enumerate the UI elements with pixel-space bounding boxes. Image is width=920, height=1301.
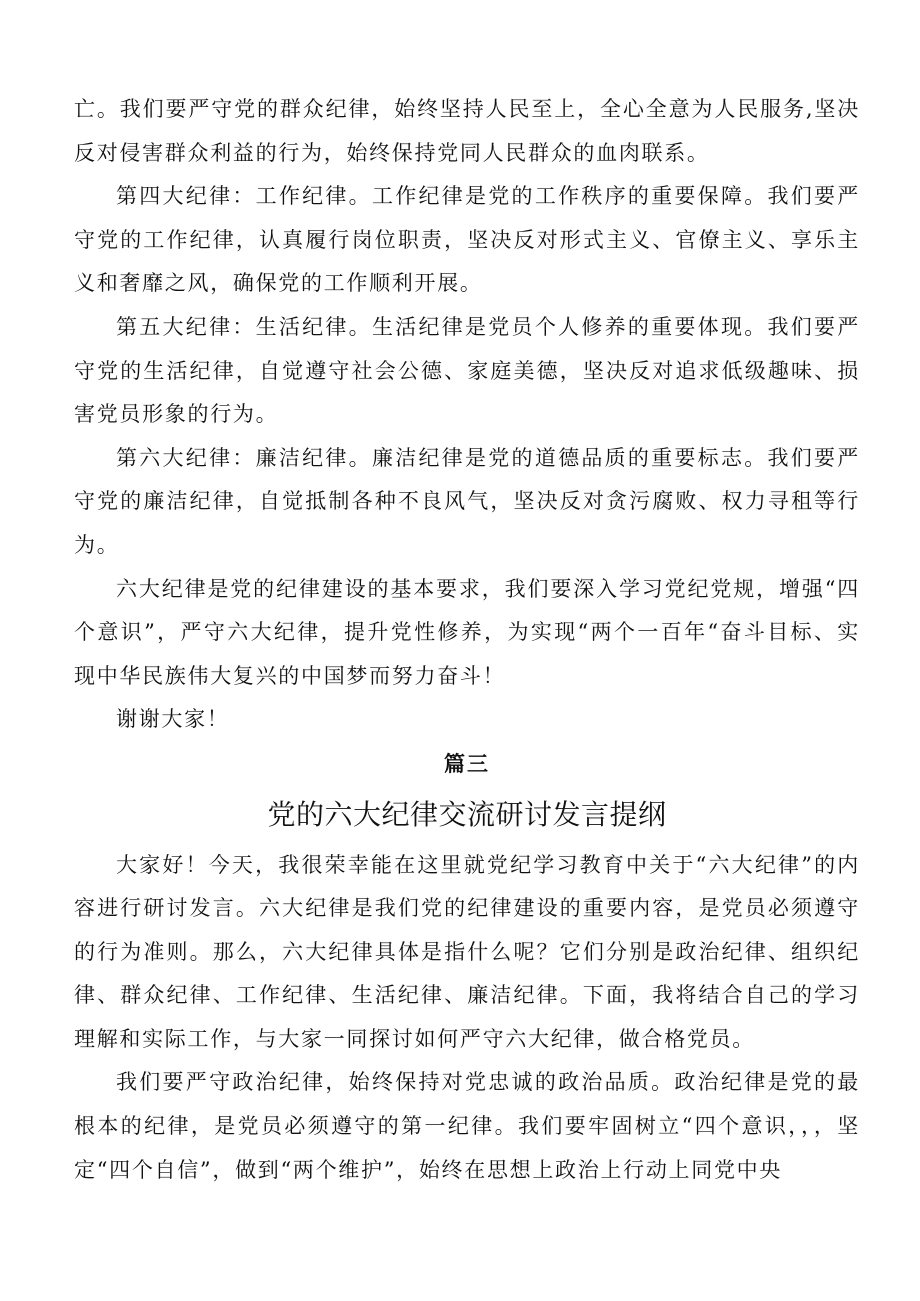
document-title: 党的六大纪律交流研讨发言提纲 [267,797,667,831]
paragraph-conclusion: 六大纪律是党的纪律建设的基本要求，我们要深入学习党纪党规，增强“四个意识”，严守六大纪律，提升党性修养，为实现“两个一百年“奋斗目标、实现中华民族伟大复兴的中国梦而努力奋斗！ [74,576,860,688]
paragraph-thanks: 谢谢大家！ [116,707,230,732]
paragraph-integrity-discipline: 第六大纪律：廉洁纪律。廉洁纪律是党的道德品质的重要标志。我们要严守党的廉洁纪律，自觉抵制各种不良风气，坚决反对贪污腐败、权力寻租等行为。 [74,445,860,557]
paragraph-life-discipline: 第五大纪律：生活纪律。生活纪律是党员个人修养的重要体现。我们要严守党的生活纪律，自觉遵守社会公德、家庭美德，坚决反对追求低级趣味、损害党员形象的行为。 [74,314,860,427]
section-label: 篇三 [444,750,490,776]
paragraph-introduction: 大家好！今天，我很荣幸能在这里就党纪学习教育中关于“六大纪律”的内容进行研讨发言。六大纪律是我们党的纪律建设的重要内容，是党员必须遵守的行为准则。那么，六大纪律具体是指什么呢？它们分别是政治纪律、组织纪律、群众纪律、工作纪律、生活纪律、廉洁纪律。下面，我将结合自己的学习理解和实际工作，与大家一同探讨如何严守六大纪律，做合格党员。 [74,852,860,1051]
paragraph-work-discipline: 第四大纪律：工作纪律。工作纪律是党的工作秩序的重要保障。我们要严守党的工作纪律，认真履行岗位职责，坚决反对形式主义、官僚主义、享乐主义和奢靡之风，确保党的工作顺利开展。 [74,184,860,296]
paragraph-political-discipline: 我们要严守政治纪律，始终保持对党忠诚的政治品质。政治纪律是党的最根本的纪律，是党员必须遵守的第一纪律。我们要牢固树立“四个意识，，，坚定“四个自信”，做到“两个维护”，始终在思想上政治上行动上同党中央 [74,1070,860,1182]
document-page [74,88,860,1192]
paragraph-masses-discipline-end: 亡。我们要严守党的群众纪律，始终坚持人民至上，全心全意为人民服务,坚决反对侵害群众利益的行为，始终保持党同人民群众的血肉联系。 [74,97,860,165]
